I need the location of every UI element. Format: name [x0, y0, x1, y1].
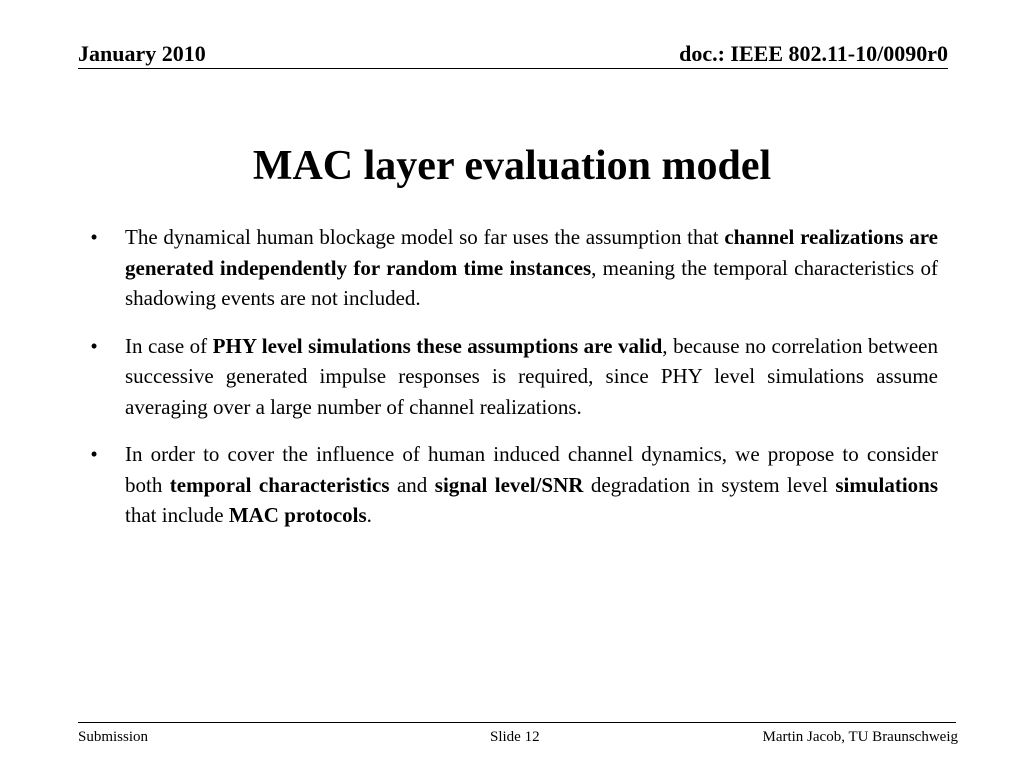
bullet-icon: •: [90, 333, 98, 358]
bullet-segment: , meaning the temporal characteristics of shadowing events are not included.: [125, 255, 938, 310]
bullet-icon: •: [90, 225, 98, 249]
slide-title: MAC layer evaluation model: [252, 143, 772, 190]
bullet-segment: , because no correlation between successive generated impulse responses is required, since PHY level simulations assume averaging over a large number of channel realizations.: [125, 333, 938, 419]
bullet-segment: that include: [125, 503, 229, 527]
bullet-segment-bold: signal level/SNR: [434, 472, 584, 497]
bullet-segment-bold: temporal characteristics: [169, 472, 390, 497]
bullet-segment: degradation in system level: [583, 472, 836, 497]
footer-submission: Submission: [78, 729, 149, 745]
bullet-segment: In order to cover the influence of human induced channel dynamics, we propose to consider both: [125, 442, 938, 497]
bullet-text: [125, 334, 938, 419]
footer-divider: [78, 722, 956, 723]
header-divider: [78, 68, 948, 69]
bullet-segment: and: [389, 472, 435, 497]
bullet-list: [86, 222, 938, 548]
bullet-segment-bold: simulations: [835, 472, 939, 497]
bullet-text: [125, 225, 938, 310]
bullet-item-3: [86, 439, 938, 531]
bullet-segment-bold: MAC protocols: [228, 503, 367, 527]
footer-author: Martin Jacob, TU Braunschweig: [762, 729, 958, 745]
bullet-item-2: [86, 331, 938, 423]
bullet-segment-bold: channel realizations are generated independently for random time instances: [125, 225, 938, 280]
footer-slide-number: Slide 12: [490, 729, 540, 745]
bullet-segment: In case of: [125, 333, 213, 358]
bullet-icon: •: [90, 442, 98, 466]
header-date: January 2010: [78, 41, 206, 66]
bullet-item-1: [86, 222, 938, 314]
bullet-segment-bold: PHY level simulations these assumptions are valid: [212, 333, 663, 358]
bullet-text: [125, 442, 938, 527]
bullet-segment: The dynamical human blockage model so far uses the assumption that: [125, 225, 725, 249]
bullet-segment: .: [366, 503, 372, 527]
header-document-id: doc.: IEEE 802.11-10/0090r0: [679, 41, 948, 66]
